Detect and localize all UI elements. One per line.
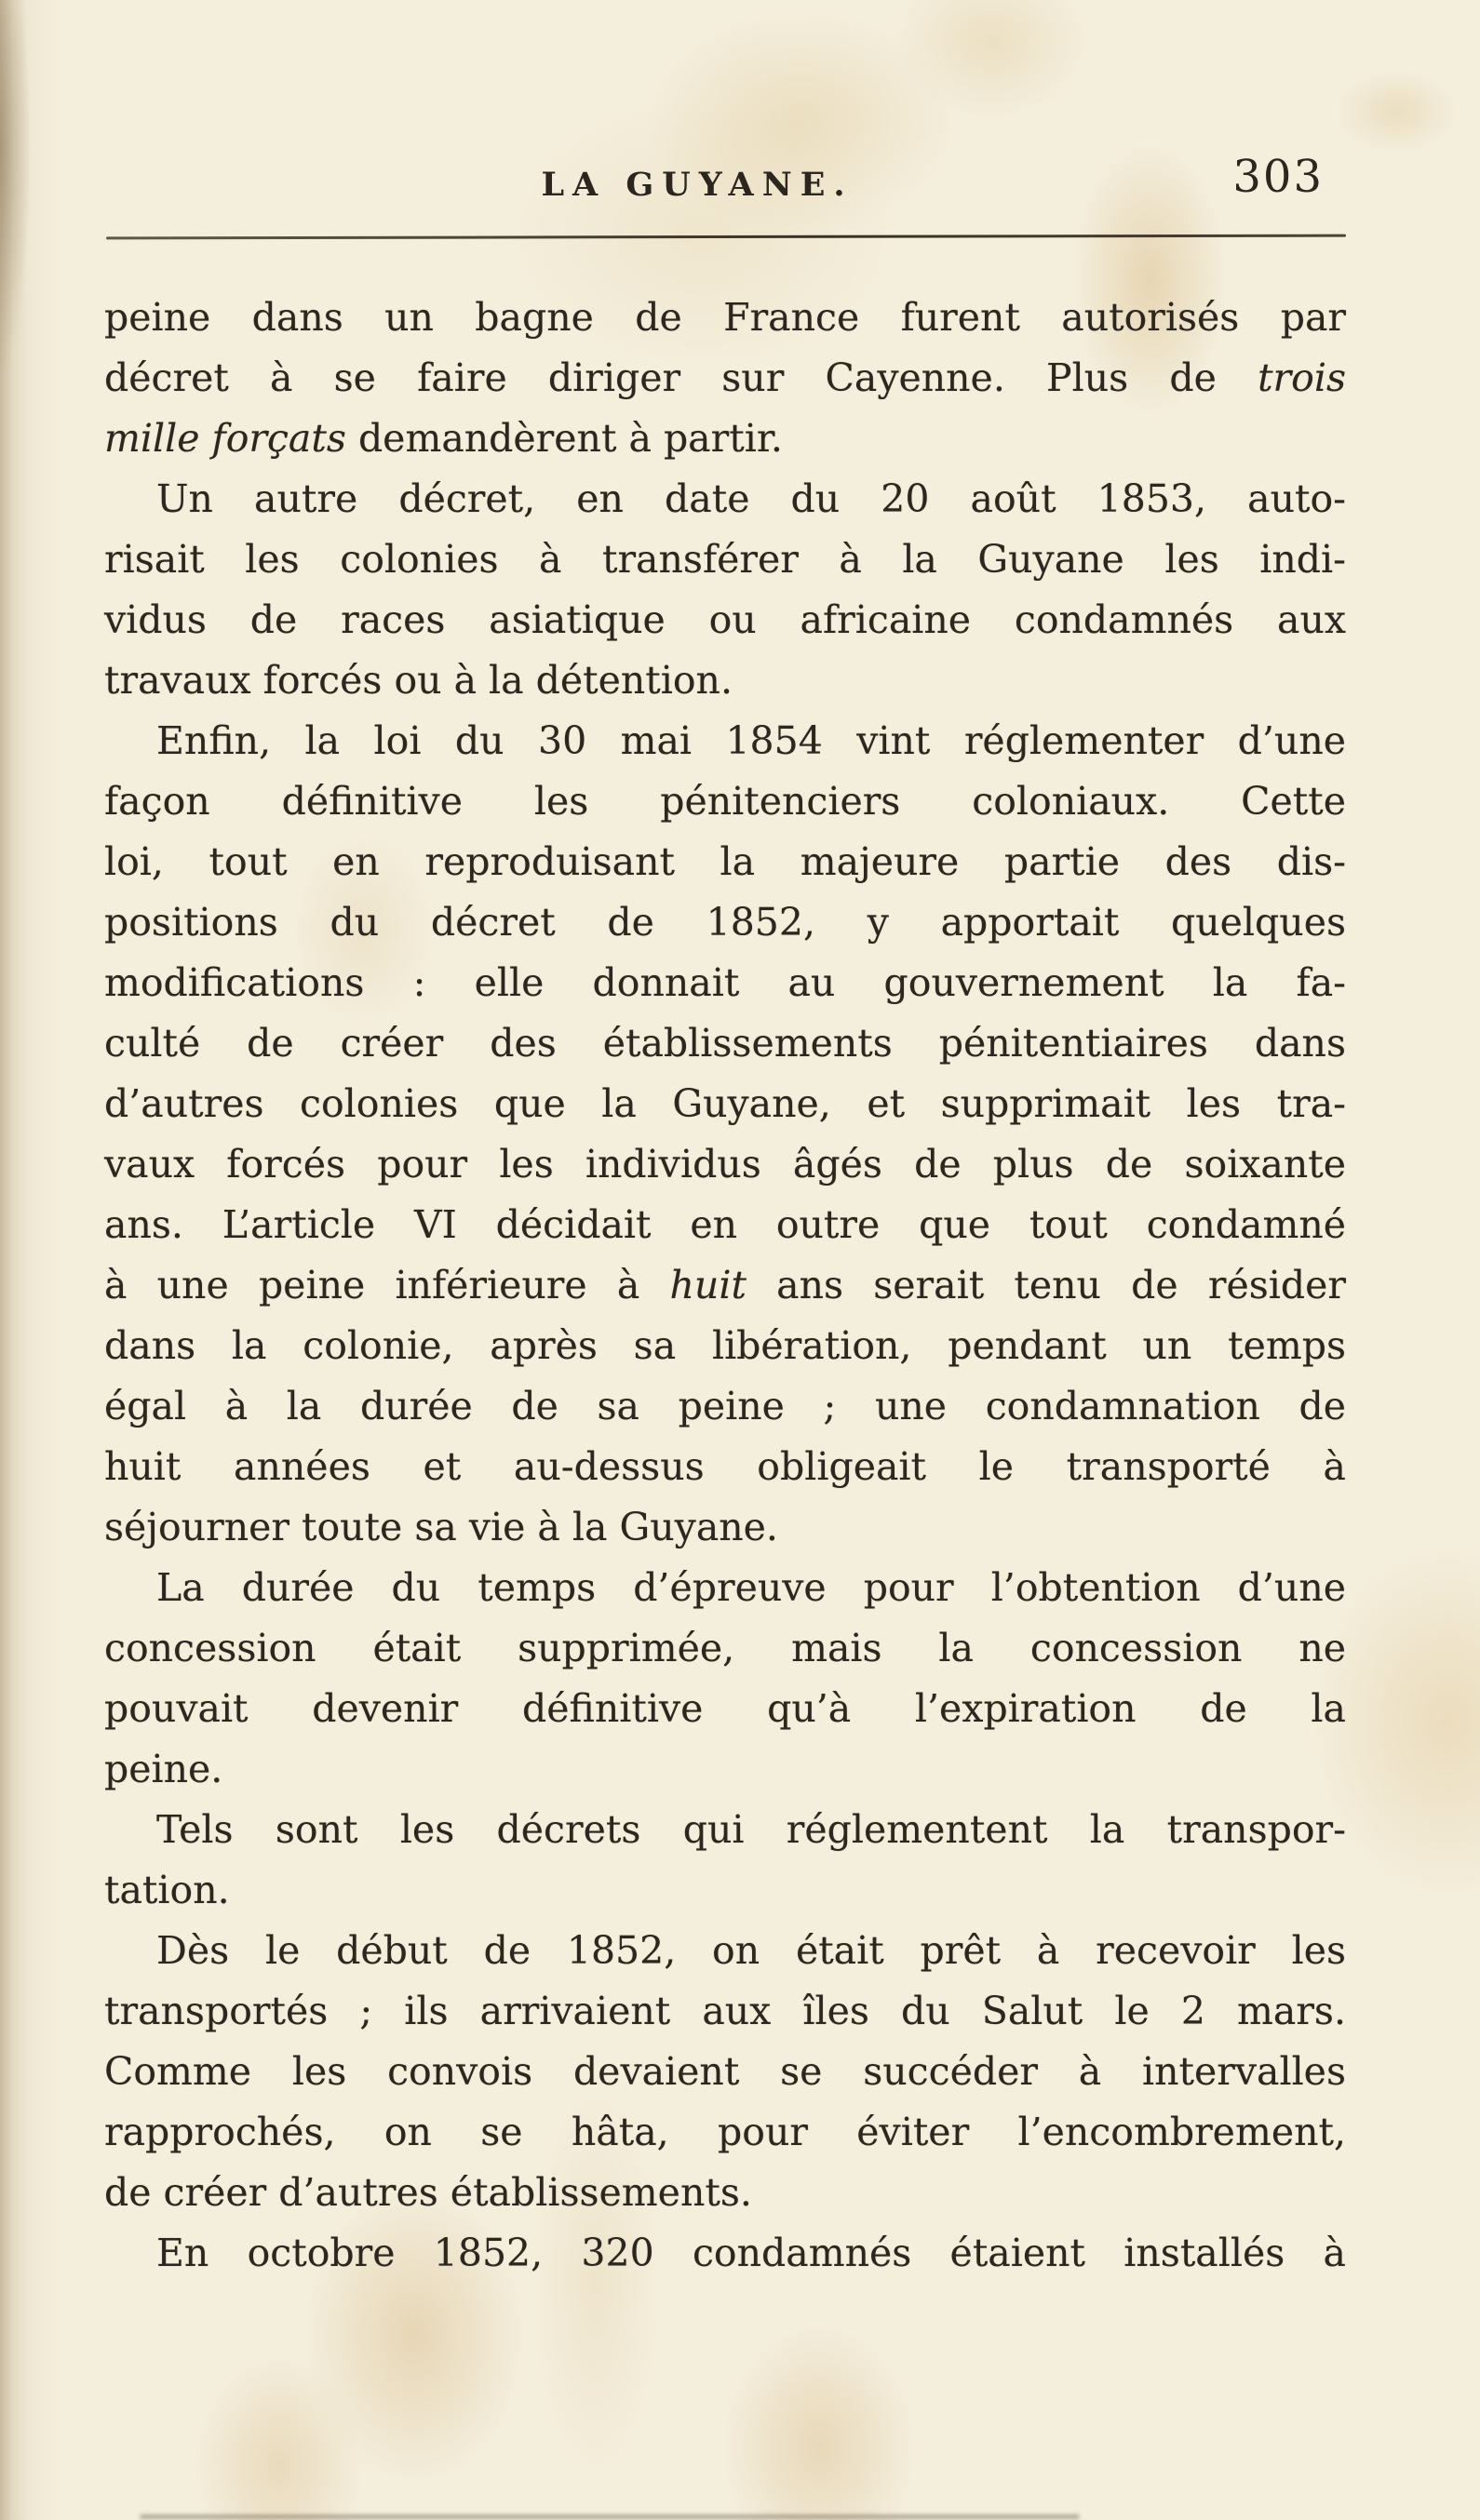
- header-rule: [106, 235, 1346, 240]
- text-line: [104, 1800, 1346, 1860]
- text-segment: décret à se faire diriger sur Cayenne. Plus de: [104, 355, 1258, 400]
- text-line: [104, 650, 1346, 711]
- text-segment: pouvait devenir définitive qu’à l’expiration de la: [104, 1686, 1346, 1731]
- text-line: [104, 1376, 1346, 1437]
- running-title: LA GUYANE.: [541, 166, 854, 204]
- text-segment: transportés ; ils arrivaient aux îles du Salut le 2 mars.: [104, 1989, 1346, 2033]
- paragraph: [104, 1800, 1346, 1921]
- text-segment: La durée du temps d’épreuve pour l’obtention d’une: [156, 1565, 1346, 1610]
- text-line: [104, 590, 1346, 650]
- text-line: [104, 1316, 1346, 1376]
- paragraph: [104, 2223, 1346, 2284]
- text-segment: positions du décret de 1852, y apportait quelques: [104, 900, 1346, 945]
- text-segment: culté de créer des établissements pénitentiaires dans: [104, 1021, 1346, 1066]
- paragraph: [104, 288, 1346, 469]
- text-line: [104, 1437, 1346, 1497]
- text-segment: façon définitive les pénitenciers coloniaux. Cette: [104, 779, 1346, 824]
- text-segment: ans serait tenu de résider: [746, 1263, 1346, 1307]
- text-line: [104, 1860, 1346, 1921]
- text-segment: égal à la durée de sa peine ; une condamnation de: [104, 1384, 1346, 1428]
- text-segment: séjourner toute sa vie à la Guyane.: [104, 1505, 778, 1549]
- text-line: [104, 2163, 1346, 2223]
- text-line: [104, 1981, 1346, 2042]
- text-line: [104, 2042, 1346, 2102]
- text-line: [104, 409, 1346, 469]
- text-line: [104, 1255, 1346, 1316]
- text-segment: risait les colonies à transférer à la Guyane les indi-: [104, 537, 1346, 582]
- text-segment: travaux forcés ou à la détention.: [104, 658, 733, 703]
- page-number: 303: [1232, 151, 1324, 203]
- text-segment: Dès le début de 1852, on était prêt à recevoir les: [156, 1928, 1346, 1973]
- text-line: [104, 2102, 1346, 2163]
- text-line: [104, 892, 1346, 953]
- text-segment: tation.: [104, 1868, 230, 1912]
- text-line: [104, 1195, 1346, 1255]
- text-line: [104, 1558, 1346, 1618]
- paragraph: [104, 469, 1346, 711]
- text-segment: concession était supprimée, mais la concession ne: [104, 1626, 1346, 1670]
- paragraph: [104, 1558, 1346, 1800]
- italic-text: mille forçats: [104, 416, 346, 461]
- text-segment: à une peine inférieure à: [104, 1263, 670, 1307]
- text-segment: En octobre 1852, 320 condamnés étaient installés à: [156, 2231, 1346, 2275]
- text-segment: d’autres colonies que la Guyane, et supprimait les tra-: [104, 1081, 1346, 1126]
- paragraph: [104, 1921, 1346, 2223]
- text-line: [104, 1134, 1346, 1195]
- text-segment: Un autre décret, en date du 20 août 1853, auto-: [156, 476, 1346, 521]
- body-text: [104, 288, 1346, 2284]
- text-line: [104, 1013, 1346, 1074]
- text-segment: ans. L’article VI décidait en outre que tout condamné: [104, 1202, 1346, 1247]
- text-segment: de créer d’autres établissements.: [104, 2170, 752, 2215]
- text-line: [104, 469, 1346, 529]
- text-line: [104, 953, 1346, 1013]
- text-line: [104, 1679, 1346, 1739]
- text-line: [104, 2223, 1346, 2284]
- text-line: [104, 1739, 1346, 1800]
- text-line: [104, 348, 1346, 409]
- paragraph: [104, 711, 1346, 1558]
- text-line: [104, 1497, 1346, 1558]
- text-segment: Enfin, la loi du 30 mai 1854 vint réglementer d’une: [156, 718, 1346, 763]
- text-segment: vidus de races asiatique ou africaine condamnés aux: [104, 597, 1346, 642]
- page-bottom-shadow: [140, 2514, 1080, 2519]
- text-line: [104, 529, 1346, 590]
- text-line: [104, 288, 1346, 348]
- text-segment: vaux forcés pour les individus âgés de plus de soixante: [104, 1142, 1346, 1186]
- text-segment: demandèrent à partir.: [345, 416, 783, 461]
- text-segment: Tels sont les décrets qui réglementent la transpor-: [156, 1807, 1346, 1852]
- text-segment: huit années et au-dessus obligeait le transporté à: [104, 1444, 1346, 1489]
- text-segment: Comme les convois devaient se succéder à intervalles: [104, 2049, 1346, 2094]
- text-line: [104, 1074, 1346, 1134]
- text-line: [104, 771, 1346, 832]
- text-segment: peine dans un bagne de France furent autorisés par: [104, 295, 1346, 340]
- text-line: [104, 711, 1346, 771]
- text-segment: modifications : elle donnait au gouvernement la fa-: [104, 960, 1346, 1005]
- text-segment: rapprochés, on se hâta, pour éviter l’encombrement,: [104, 2110, 1346, 2154]
- text-line: [104, 1618, 1346, 1679]
- text-segment: dans la colonie, après sa libération, pendant un temps: [104, 1323, 1346, 1368]
- text-line: [104, 1921, 1346, 1981]
- italic-text: huit: [669, 1263, 747, 1307]
- text-line: [104, 832, 1346, 892]
- italic-text: trois: [1258, 355, 1346, 400]
- text-segment: peine.: [104, 1747, 223, 1791]
- text-segment: loi, tout en reproduisant la majeure partie des dis-: [104, 839, 1346, 884]
